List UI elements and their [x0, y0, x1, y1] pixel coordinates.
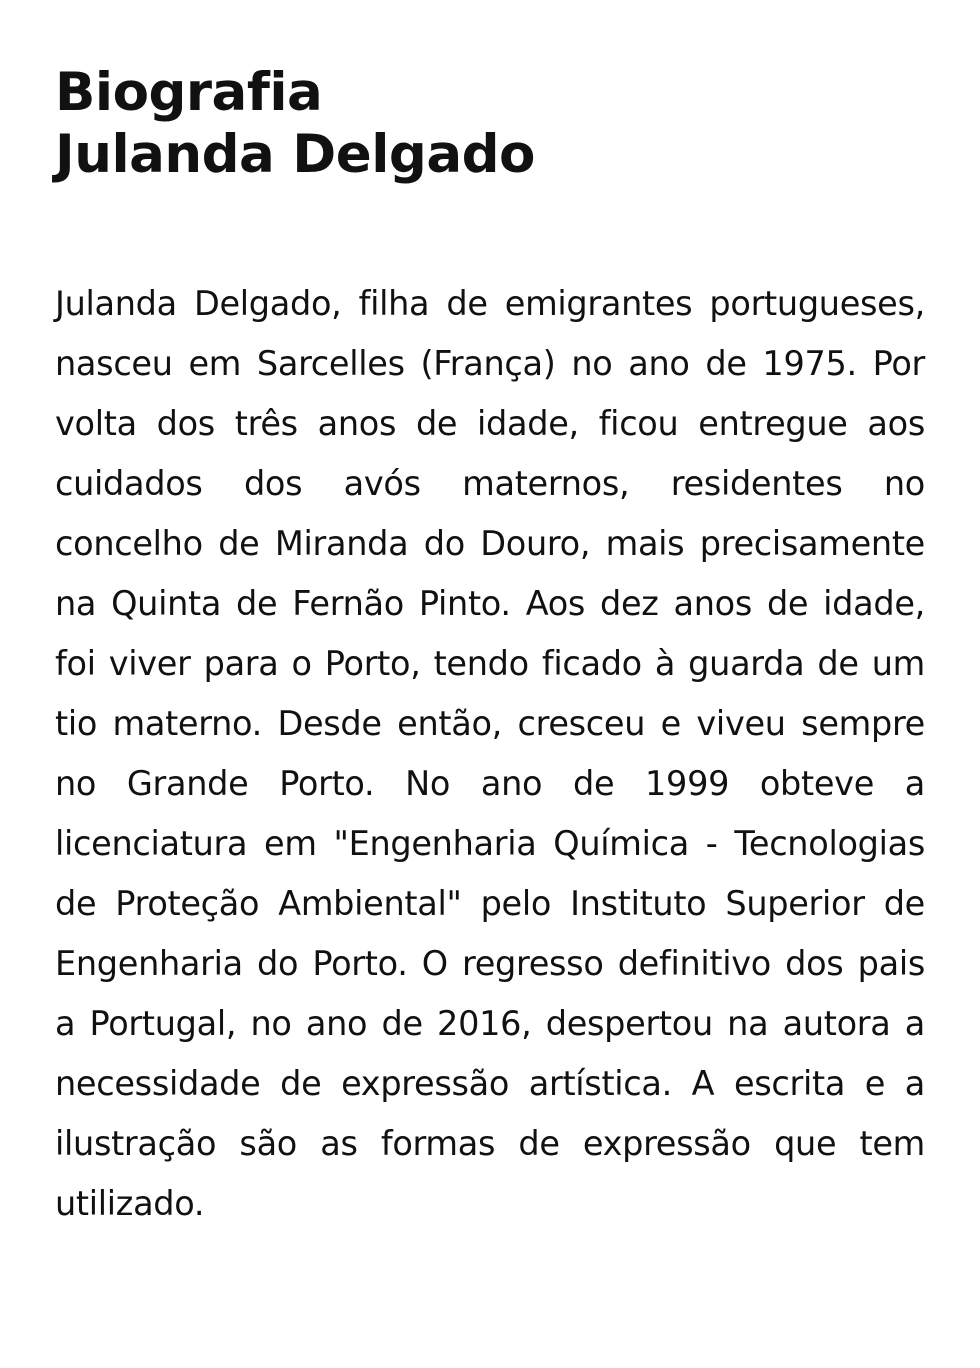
title-line-2: Julanda Delgado: [55, 124, 535, 185]
biography-paragraph: Julanda Delgado, filha de emigrantes portugueses, nasceu em Sarcelles (França) no ano de 1975. Por volta dos três anos de idade, ficou entregue aos cuidados dos avós maternos, residentes no concelho de Miranda do Douro, mais precisamente na Quinta de Fernão Pinto. Aos dez anos de idade, foi viver para o Porto, tendo ficado à guarda de um tio materno. Desde então, cresceu e viveu sempre no Grande Porto. No ano de 1999 obteve a licenciatura em "Engenharia Química - Tecnologias de Proteção Ambiental" pelo Instituto Superior de Engenharia do Porto. O regresso definitivo dos pais a Portugal, no ano de 2016, despertou na autora a necessidade de expressão artística. A escrita e a ilustração são as formas de expressão que tem utilizado.: [55, 284, 925, 1223]
page-title: [55, 62, 925, 186]
title-line-1: Biografia: [55, 62, 323, 123]
biography-page: [55, 62, 925, 1234]
